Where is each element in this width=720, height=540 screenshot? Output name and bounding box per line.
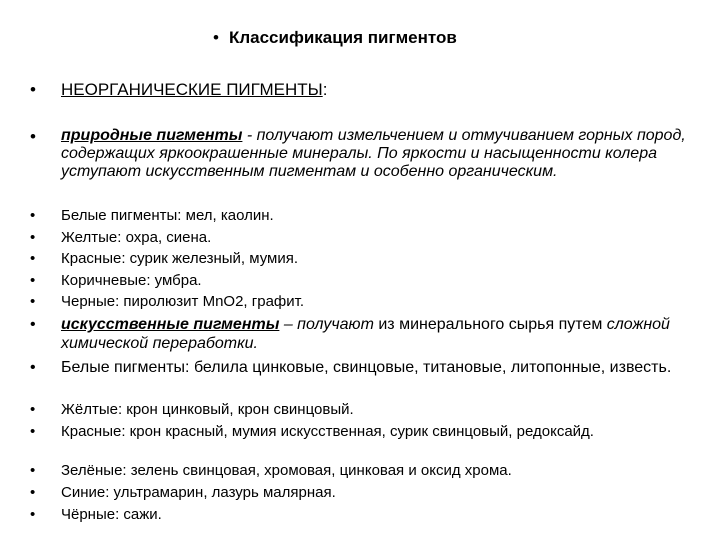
- list-item-text: Красные: сурик железный, мумия.: [61, 250, 299, 267]
- list-item-text: Черные: пиролюзит MnO2, графит.: [61, 293, 305, 310]
- bullet: •: [30, 484, 36, 501]
- list-item-text: Белые пигменты: мел, каолин.: [61, 207, 274, 224]
- artificial-dash: – получают: [279, 316, 379, 333]
- list-item-text: Жёлтые: крон цинковый, крон свинцовый.: [61, 401, 354, 418]
- bullet: •: [30, 272, 36, 289]
- list-item-text: Белые пигменты: белила цинковые, свинцовые, титановые, литопонные, известь.: [61, 359, 672, 376]
- artificial-description: [61, 315, 690, 353]
- bullet: •: [30, 359, 36, 376]
- bullet: •: [30, 401, 36, 418]
- natural-description: [61, 127, 690, 181]
- artificial-mid: из минерального сырья путем: [378, 316, 607, 333]
- bullet: •: [30, 423, 36, 440]
- heading-inorganic-colon: :: [322, 80, 328, 99]
- list-item-text: Синие: ультрамарин, лазурь малярная.: [61, 484, 336, 501]
- heading-inorganic: [61, 80, 690, 100]
- artificial-end: сложной химической переработки.: [61, 316, 670, 352]
- slide-title: [213, 28, 457, 48]
- title-text: Классификация пигментов: [228, 28, 457, 47]
- bullet: •: [30, 229, 36, 246]
- heading-inorganic-text: НЕОРГАНИЧЕСКИЕ ПИГМЕНТЫ: [61, 80, 323, 99]
- bullet: •: [30, 462, 36, 479]
- natural-term: природные пигменты: [61, 127, 243, 144]
- bullet: •: [30, 506, 36, 523]
- bullet: •: [213, 28, 219, 47]
- list-item-text: Чёрные: сажи.: [61, 506, 162, 523]
- bullet: •: [30, 316, 36, 333]
- list-item-text: Коричневые: умбра.: [61, 272, 202, 289]
- list-item-text: Желтые: охра, сиена.: [61, 229, 212, 246]
- artificial-term: искусственные пигменты: [61, 316, 280, 333]
- bullet: •: [30, 293, 36, 310]
- bullet: •: [30, 80, 36, 99]
- list-item-text: Зелёные: зелень свинцовая, хромовая, цинковая и оксид хрома.: [61, 462, 512, 479]
- list-item-text: Красные: крон красный, мумия искусственная, сурик свинцовый, редоксайд.: [61, 423, 594, 440]
- bullet: •: [30, 127, 36, 146]
- natural-rest: - получают измельчением и отмучиванием горных пород, содержащих яркоокрашенные минералы. По яркости и насыщенности колера уступают искусственным пигментам и особенно органическим.: [61, 127, 686, 180]
- bullet: •: [30, 207, 36, 224]
- bullet: •: [30, 250, 36, 267]
